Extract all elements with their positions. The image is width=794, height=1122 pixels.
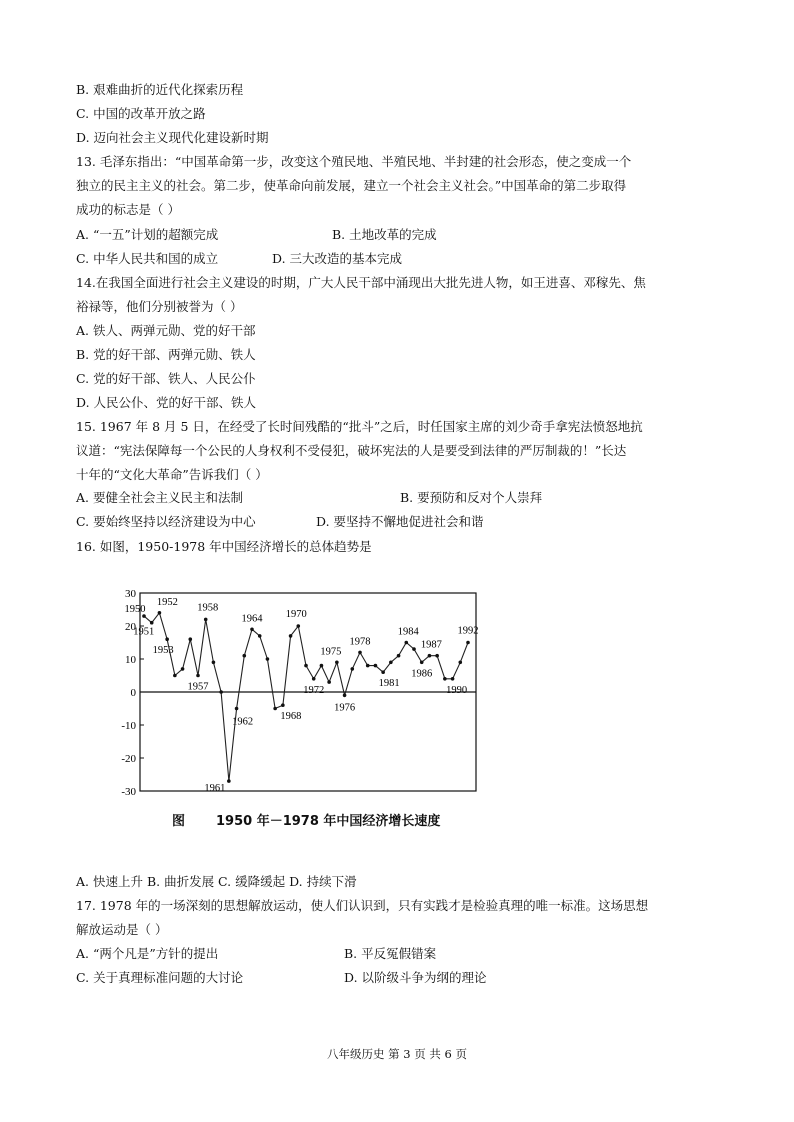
data-point-1975 <box>335 661 339 665</box>
year-label-1976: 1976 <box>334 702 356 714</box>
data-point-1990 <box>451 677 455 681</box>
data-point-1976 <box>343 694 347 698</box>
q15-option-d: D. 要坚持不懈地促进社会和谐 <box>316 514 484 529</box>
year-label-1951: 1951 <box>133 626 155 638</box>
q14-stem-line1: 14.在我国全面进行社会主义建设的时期，广大人民干部中涌现出大批先进人物，如王进喜、邓稼先、焦 <box>76 275 646 290</box>
data-point-1992 <box>466 641 470 645</box>
q14-option-d: D. 人民公仆、党的好干部、铁人 <box>76 395 257 410</box>
data-point-1963 <box>242 654 246 658</box>
data-point-1960 <box>219 690 223 694</box>
q14-stem-line2: 裕禄等，他们分别被誉为（ ） <box>76 299 243 314</box>
year-label-1986: 1986 <box>411 668 433 680</box>
growth-series-line <box>144 613 468 781</box>
year-label-1972: 1972 <box>303 684 325 696</box>
year-label-1952: 1952 <box>156 596 178 608</box>
data-point-1967 <box>273 707 277 711</box>
q14-option-a: A. 铁人、两弹元勋、党的好干部 <box>76 323 256 338</box>
year-label-1950: 1950 <box>124 604 146 616</box>
data-point-1961 <box>227 779 231 783</box>
year-label-1958: 1958 <box>197 602 219 614</box>
data-point-1985 <box>412 647 416 651</box>
data-point-1952 <box>158 611 162 615</box>
data-point-1968 <box>281 703 285 707</box>
q15-stem-line1: 15. 1967 年 8 月 5 日，在经受了长时间残酷的“批斗”之后，时任国家主席的刘少奇手拿宪法愤怒地抗 <box>76 419 643 434</box>
data-point-1989 <box>443 677 447 681</box>
data-point-1951 <box>150 621 154 625</box>
data-point-1991 <box>458 661 462 665</box>
data-point-1980 <box>374 664 378 668</box>
q16-options: A. 快速上升 B. 曲折发展 C. 缓降缓起 D. 持续下滑 <box>76 874 357 889</box>
q13-stem-line1: 13. 毛泽东指出：“中国革命第一步，改变这个殖民地、半殖民地、半封建的社会形态，使之变成一个 <box>76 154 632 169</box>
year-label-1990: 1990 <box>446 684 468 696</box>
data-point-1969 <box>289 634 293 638</box>
y-tick-label: -10 <box>121 720 136 732</box>
y-tick-label: -30 <box>121 786 136 798</box>
data-point-1981 <box>381 670 385 674</box>
y-tick-label: 20 <box>125 621 136 633</box>
figure-label: 图 <box>172 814 186 829</box>
data-point-1966 <box>266 657 270 661</box>
data-point-1970 <box>296 624 300 628</box>
growth-rate-line-chart <box>108 585 488 805</box>
data-point-1983 <box>397 654 401 658</box>
data-point-1972 <box>312 677 316 681</box>
q13-option-b: B. 土地改革的完成 <box>332 227 437 242</box>
year-label-1978: 1978 <box>349 636 371 648</box>
data-point-1957 <box>196 674 200 678</box>
q12-option-c: C. 中国的改革开放之路 <box>76 106 206 121</box>
year-label-1953: 1953 <box>152 645 174 657</box>
q12-option-b: B. 艰难曲折的近代化探索历程 <box>76 82 244 97</box>
data-point-1962 <box>235 707 239 711</box>
y-tick-label: 30 <box>125 588 136 600</box>
data-point-1987 <box>428 654 432 658</box>
y-tick-label: 10 <box>125 654 136 666</box>
year-label-1957: 1957 <box>187 681 209 693</box>
year-label-1987: 1987 <box>420 639 442 651</box>
data-point-1964 <box>250 628 254 632</box>
year-label-1962: 1962 <box>232 716 254 728</box>
year-labels <box>125 597 479 794</box>
data-point-1965 <box>258 634 262 638</box>
data-points <box>142 611 470 783</box>
year-label-1964: 1964 <box>241 613 263 625</box>
data-point-1984 <box>404 641 408 645</box>
q17-option-a: A. “两个凡是”方针的提出 <box>76 946 219 961</box>
q15-stem-line3: 十年的“文化大革命”告诉我们（ ） <box>76 467 268 482</box>
q17-option-c: C. 关于真理标准问题的大讨论 <box>76 970 244 985</box>
data-point-1971 <box>304 664 308 668</box>
year-label-1984: 1984 <box>397 626 419 638</box>
data-point-1982 <box>389 661 393 665</box>
year-label-1981: 1981 <box>378 678 400 690</box>
data-point-1973 <box>320 664 324 668</box>
q12-option-d: D. 迈向社会主义现代化建设新时期 <box>76 130 269 145</box>
q16-stem: 16. 如图，1950-1978 年中国经济增长的总体趋势是 <box>76 539 372 554</box>
q13-option-c: C. 中华人民共和国的成立 <box>76 251 219 266</box>
data-point-1955 <box>181 667 185 671</box>
q17-option-b: B. 平反冤假错案 <box>344 946 437 961</box>
y-tick-label: 0 <box>130 687 136 699</box>
year-label-1970: 1970 <box>285 609 307 620</box>
year-label-1992: 1992 <box>457 625 479 637</box>
data-point-1979 <box>366 664 370 668</box>
q15-option-a: A. 要健全社会主义民主和法制 <box>76 490 243 505</box>
data-point-1988 <box>435 654 439 658</box>
data-point-1977 <box>350 667 354 671</box>
q13-option-a: A. “一五”计划的超额完成 <box>76 227 219 242</box>
page-footer: 八年级历史 第 3 页 共 6 页 <box>326 1047 468 1061</box>
data-point-1978 <box>358 651 362 655</box>
q17-stem-line1: 17. 1978 年的一场深刻的思想解放运动，使人们认识到，只有实践才是检验真理的唯一标准。这场思想 <box>76 898 649 913</box>
y-tick-label: -20 <box>121 753 136 765</box>
year-label-1968: 1968 <box>280 711 302 723</box>
year-label-1975: 1975 <box>320 646 342 658</box>
data-point-1958 <box>204 618 208 622</box>
q13-stem-line2: 独立的民主主义的社会。第二步，使革命向前发展，建立一个社会主义社会。”中国革命的第二步取得 <box>76 178 627 193</box>
q13-option-d: D. 三大改造的基本完成 <box>272 251 403 266</box>
data-point-1956 <box>188 637 192 641</box>
chart-caption: 1950 年－1978 年中国经济增长速度 <box>216 814 441 829</box>
q15-stem-line2: 议道：“宪法保障每一个公民的人身权利不受侵犯，破坏宪法的人是要受到法律的严厉制裁的！”长达 <box>76 443 627 458</box>
data-point-1954 <box>173 674 177 678</box>
q13-stem-line3: 成功的标志是（ ） <box>76 202 180 217</box>
q17-option-d: D. 以阶级斗争为纲的理论 <box>344 970 487 985</box>
year-label-1961: 1961 <box>204 783 226 795</box>
data-point-1959 <box>212 661 216 665</box>
q14-option-b: B. 党的好干部、两弹元勋、铁人 <box>76 347 256 362</box>
data-point-1974 <box>327 680 331 684</box>
q15-option-b: B. 要预防和反对个人崇拜 <box>400 490 543 505</box>
q17-stem-line2: 解放运动是（ ） <box>76 922 168 937</box>
q14-option-c: C. 党的好干部、铁人、人民公仆 <box>76 371 256 386</box>
data-point-1986 <box>420 661 424 665</box>
q15-option-c: C. 要始终坚持以经济建设为中心 <box>76 514 256 529</box>
data-point-1953 <box>165 637 169 641</box>
